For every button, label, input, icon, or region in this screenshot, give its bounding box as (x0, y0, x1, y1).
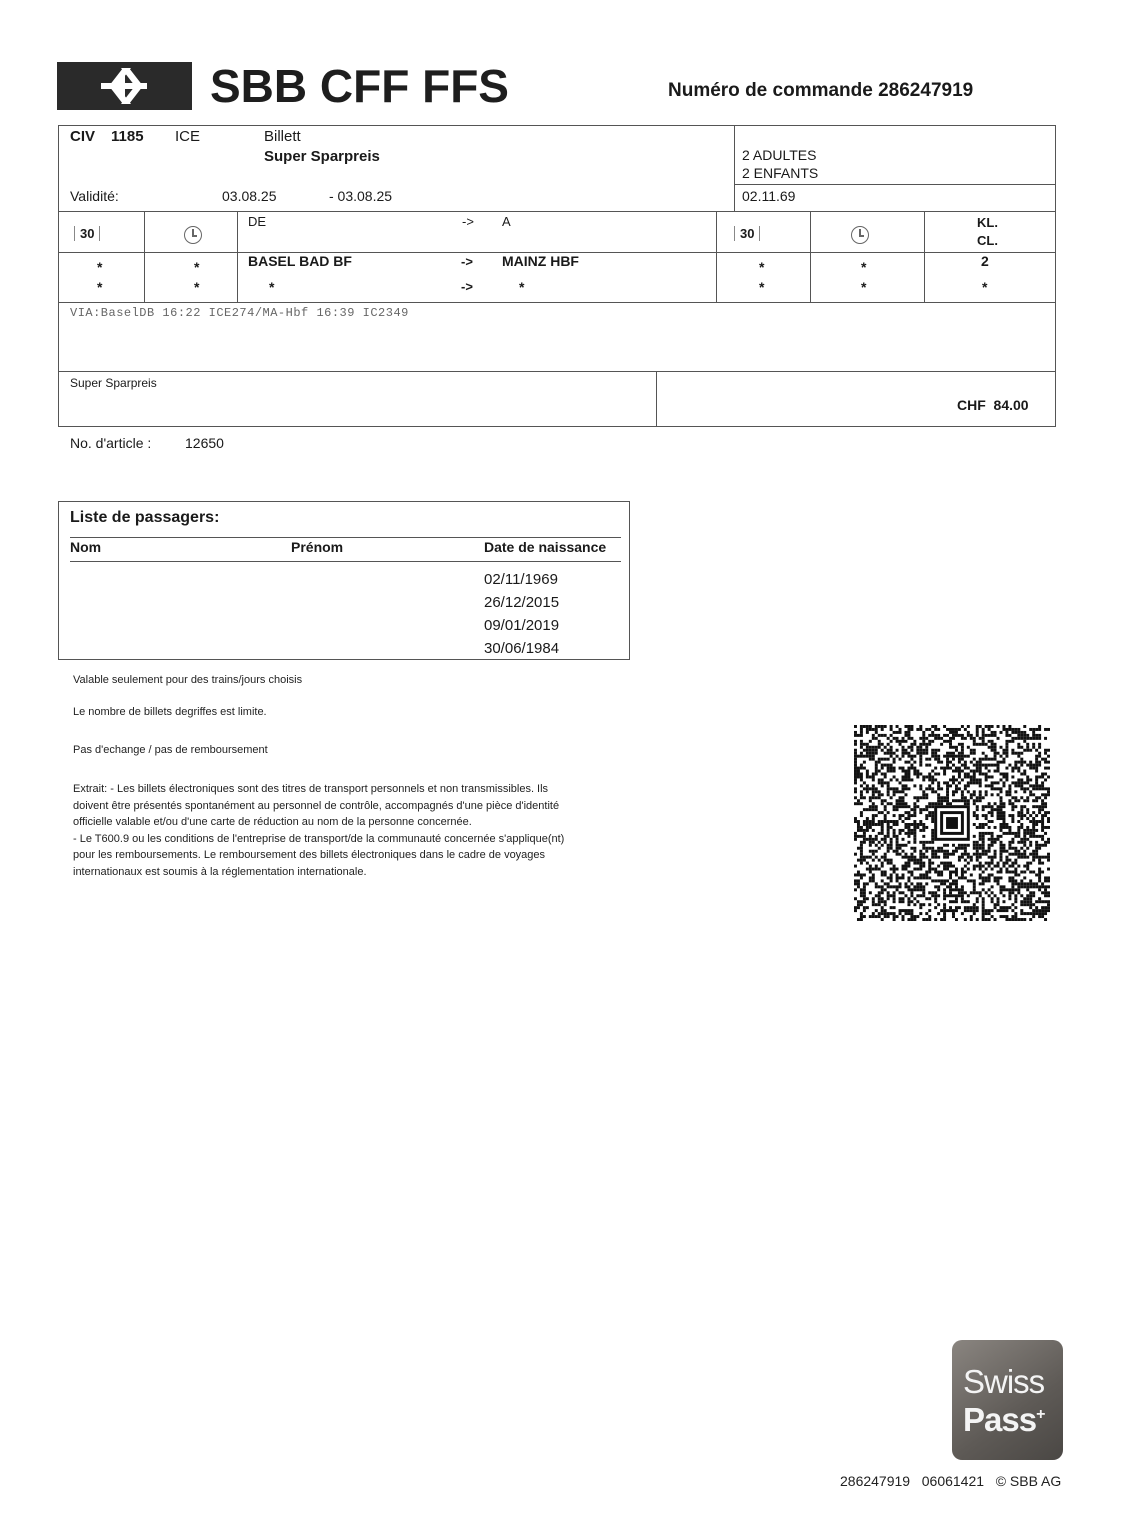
star-marker: * (97, 279, 103, 295)
calendar-icon-return: 30 (734, 225, 760, 243)
star-marker: * (97, 259, 103, 275)
adults-count: 2 ADULTES (742, 147, 817, 163)
star-marker: * (194, 259, 200, 275)
note-limit: Le nombre de billets degriffes est limite. (73, 706, 267, 718)
legal-text (73, 781, 573, 880)
tariff-name: Super Sparpreis (264, 148, 380, 165)
passenger-dob: 09/01/2019 (484, 617, 560, 634)
col-dob: Date de naissance (484, 539, 607, 555)
ticket-table (58, 125, 1056, 427)
star-marker: * (861, 259, 867, 275)
legal-paragraph-2: - Le T600.9 ou les conditions de l'entreprise de transport/de la communauté concernée s'applique(nt) pour les remboursements. Le remboursement des billets électroniques dans le cadre de voyages internationaux est soumis à la réglementation internationale. (73, 832, 565, 878)
sbb-logo (57, 62, 192, 110)
class-label-cl: CL. (977, 233, 998, 248)
arrow-label: -> (462, 214, 474, 229)
star-marker: * (519, 279, 525, 295)
via-line: VIA:BaselDB 16:22 ICE274/MA-Hbf 16:39 IC2349 (70, 306, 409, 320)
passenger-list-title: Liste de passagers: (70, 509, 220, 526)
arrow-label: -> (461, 279, 473, 294)
order-number: Numéro de commande 286247919 (668, 80, 974, 101)
civ-label: CIV (70, 128, 96, 145)
star-marker: * (861, 279, 867, 295)
valid-to: - 03.08.25 (329, 188, 393, 204)
passenger-dob: 30/06/1984 (484, 640, 560, 657)
validity-label: Validité: (70, 188, 119, 204)
star-marker: * (759, 279, 765, 295)
col-nom: Nom (70, 539, 102, 555)
qr-code (853, 725, 1051, 921)
star-marker: * (759, 259, 765, 275)
star-marker: * (269, 279, 275, 295)
train-type: ICE (175, 128, 201, 145)
ticket-type: Billett (264, 128, 301, 145)
valid-from: 03.08.25 (222, 188, 277, 204)
article-number: 12650 (185, 435, 224, 451)
sbb-arrows-icon (57, 62, 192, 110)
birth-reference: 02.11.69 (742, 188, 796, 204)
class-label-kl: KL. (977, 215, 998, 230)
civ-number: 1185 (111, 128, 144, 145)
to-station: MAINZ HBF (502, 253, 579, 269)
footer-reference: 286247919 06061421 © SBB AG (840, 1473, 1062, 1489)
star-marker: * (194, 279, 200, 295)
passenger-dob: 26/12/2015 (484, 594, 560, 611)
to-label: A (502, 214, 511, 229)
logo-wordmark: SBB CFF FFS (210, 60, 509, 112)
arrow-label: -> (461, 254, 473, 269)
from-label: DE (248, 214, 267, 229)
clock-icon (184, 226, 202, 244)
legal-paragraph-1: Extrait: - Les billets électroniques sont des titres de transport personnels et non transmissibles. Ils doivent être présentés spontanément au personnel de contrôle, accompagnés d'une pièce d'identité officielle valable et/ou d'une carte de réduction au nom de la personne concernée. (73, 783, 560, 828)
price: CHF 84.00 (957, 397, 1029, 413)
fare-name: Super Sparpreis (70, 376, 157, 390)
note-refund: Pas d'echange / pas de remboursement (73, 744, 268, 756)
class-value: 2 (981, 253, 989, 269)
article-label: No. d'article : (70, 435, 152, 451)
clock-icon-return (851, 226, 869, 244)
children-count: 2 ENFANTS (742, 165, 819, 181)
col-prenom: Prénom (291, 539, 344, 555)
from-station: BASEL BAD BF (248, 253, 352, 269)
note-trains: Valable seulement pour des trains/jours choisis (73, 674, 303, 686)
calendar-icon: 30 (74, 225, 100, 243)
passenger-dob: 02/11/1969 (484, 571, 558, 588)
star-marker: * (982, 279, 988, 295)
swisspass-wordmark: Swiss Pass+ (963, 1363, 1045, 1438)
